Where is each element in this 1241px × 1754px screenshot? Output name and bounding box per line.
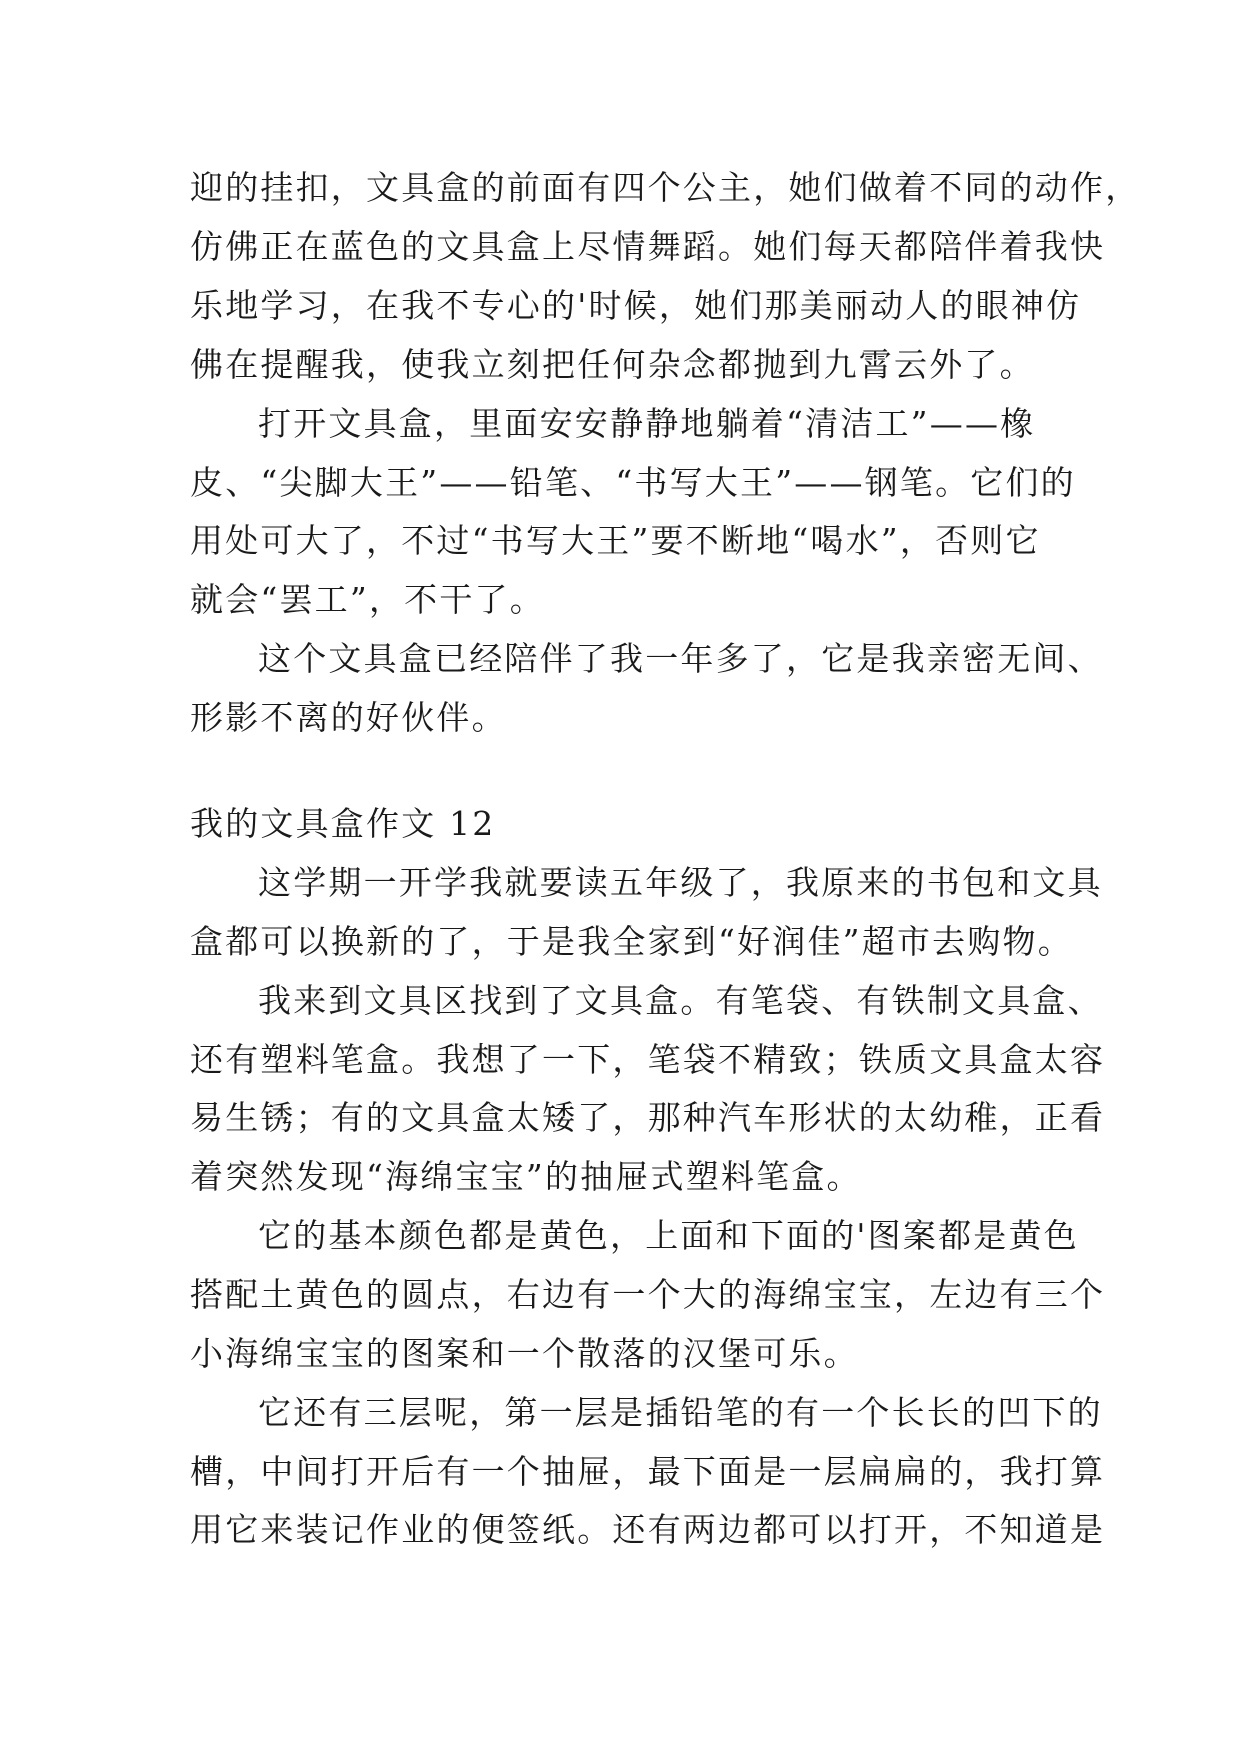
paragraph-first-line: 打开文具盒，里面安安静静地躺着“清洁工”——橡 [258,404,1036,443]
paragraph-first-line: 它的基本颜色都是黄色，上面和下面的'图案都是黄色 [258,1216,1079,1255]
text-line: 乐地学习，在我不专心的'时候，她们那美丽动人的眼神仿 [190,286,1082,325]
section-heading: 我的文具盒作文 12 [190,804,496,843]
text-line: 搭配土黄色的圆点，右边有一个大的海绵宝宝，左边有三个 [190,1275,1106,1314]
text-line: 皮、“尖脚大王”——铅笔、“书写大王”——钢笔。它们的 [190,463,1076,502]
text-line: 用处可大了，不过“书写大王”要不断地“喝水”，否则它 [190,521,1041,560]
text-line: 槽，中间打开后有一个抽屉，最下面是一层扁扁的，我打算 [190,1452,1106,1491]
text-line: 易生锈；有的文具盒太矮了，那种汽车形状的太幼稚，正看 [190,1098,1106,1137]
text-line: 盒都可以换新的了，于是我全家到“好润佳”超市去购物。 [190,922,1073,961]
paragraph-first-line: 这学期一开学我就要读五年级了，我原来的书包和文具 [258,863,1103,902]
text-line: 就会“罢工”，不干了。 [190,580,545,619]
text-line: 用它来装记作业的便签纸。还有两边都可以打开，不知道是 [190,1510,1106,1549]
paragraph-first-line: 我来到文具区找到了文具盒。有笔袋、有铁制文具盒、 [258,981,1103,1020]
text-line: 形影不离的好伙伴。 [190,698,507,737]
text-line: 小海绵宝宝的图案和一个散落的汉堡可乐。 [190,1334,859,1373]
text-line: 着突然发现“海绵宝宝”的抽屉式塑料笔盒。 [190,1157,862,1196]
text-line: 佛在提醒我，使我立刻把任何杂念都抛到九霄云外了。 [190,345,1035,384]
paragraph-first-line: 它还有三层呢，第一层是插铅笔的有一个长长的凹下的 [258,1393,1103,1432]
text-line: 还有塑料笔盒。我想了一下，笔袋不精致；铁质文具盒太容 [190,1040,1106,1079]
text-line: 迎的挂扣，文具盒的前面有四个公主，她们做着不同的动作， [190,168,1141,207]
text-line: 仿佛正在蓝色的文具盒上尽情舞蹈。她们每天都陪伴着我快 [190,227,1106,266]
paragraph-first-line: 这个文具盒已经陪伴了我一年多了，它是我亲密无间、 [258,639,1103,678]
